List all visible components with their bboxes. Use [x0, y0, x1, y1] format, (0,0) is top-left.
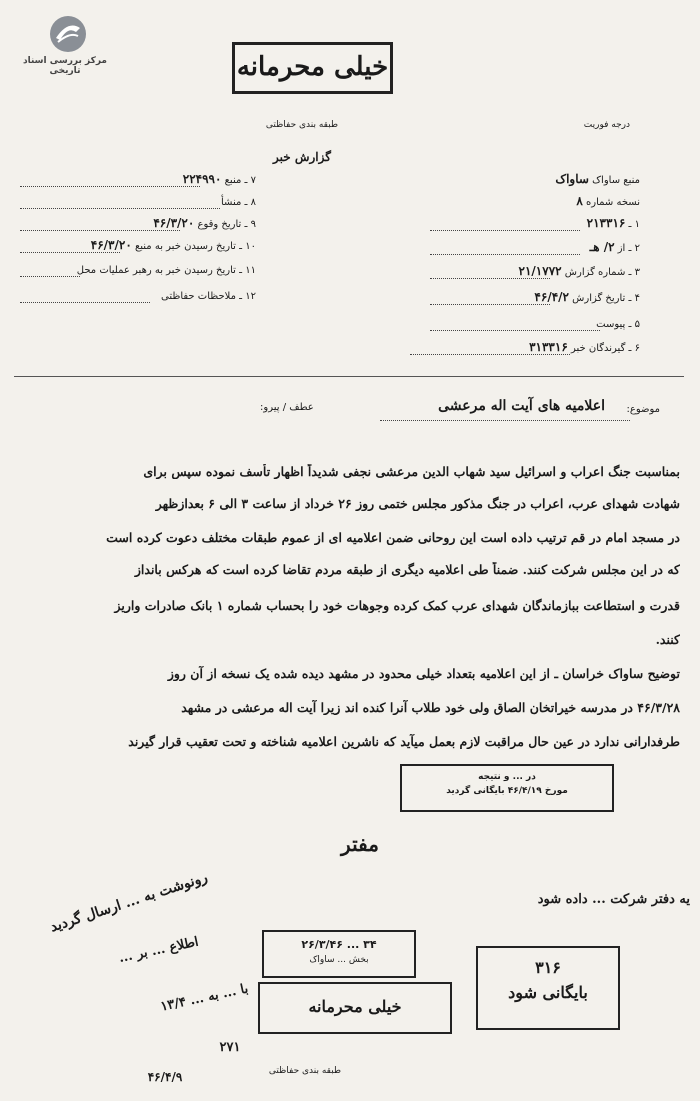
archive-small-stamp: در ... و نتیجه مورخ ۴۶/۴/۱۹ بایگانی گردید — [400, 764, 614, 812]
body-line: کنند. — [655, 632, 680, 647]
left-field-7: ۷ ـ منبع ۲۲۴۹۹۰ — [182, 172, 256, 186]
body-line: که در این مجلس شرکت کنند. ضمناً طی اعلامیه دیگری از طبقه مردم تقاضا کرده است که هرکس بانداز — [134, 562, 680, 577]
classification-stamp — [232, 42, 393, 94]
body-line: بمناسبت جنگ اعراب و اسرائیل سید شهاب الدین مرعشی نجفی شدیداً اظهار تأسف نموده سپس برای — [143, 464, 680, 479]
left-field-12: ۱۲ ـ ملاحظات حفاظتی — [161, 291, 256, 302]
watermark-text: مرکز بررسی اسناد تاریخی — [23, 56, 107, 76]
right-archive-stamp: ۳۱۶ بایگانی شود — [476, 946, 620, 1030]
right-field-4: ۴ ـ تاریخ گزارش ۴۶/۴/۲ — [534, 290, 640, 304]
right-field-6: ۶ ـ گیرندگان خبر ۳۱۳۳۱۶ — [529, 340, 640, 354]
priority-label: درجه فوریت — [583, 120, 630, 130]
watermark — [10, 14, 120, 74]
right-field-2: ۲ ـ از ۲/ هـ — [589, 240, 640, 254]
handwritten-right-note: یه دفتر شرکت ... داده شود — [537, 892, 690, 907]
comment-line: ۴۶/۳/۲۸ در مدرسه خیراتخان الصاق ولی خود طلاب آنرا کنده اند زیرا آیت اله مرعشی در مشهد — [181, 700, 680, 715]
classification-stamp-text: خیلی محرمانه — [236, 52, 389, 82]
handwritten-left-note: با ... به ... ۱۳/۴ — [159, 981, 250, 1015]
right-field-copy: نسخه شماره ۸ — [576, 194, 640, 208]
comment-line: طرفدارانی ندارد در عین حال مراقبت لازم بعمل میآید که ناشرین اعلامیه شناخته و تحت تعقیب قرار گیرند — [128, 734, 680, 749]
comment-line: توضیح ساواک خراسان ـ از این اعلامیه بتعداد خیلی محدود در مشهد دیده شده یک نسخه از آن روز — [167, 666, 680, 681]
subject-label: موضوع: — [626, 404, 660, 415]
left-field-11: ۱۱ ـ تاریخ رسیدن خبر به رهبر عملیات محل — [76, 265, 256, 276]
left-field-8: ۸ ـ منشأ — [220, 197, 256, 208]
body-line: شهادت شهدای عرب، اعراب در جنگ مذکور مجلس ختمی روز ۲۶ خرداد از ساعت ۳ الی ۶ بعدازظهر — [155, 496, 680, 511]
report-title: گزارش خبر — [273, 150, 331, 164]
right-field-1: ۱ ـ ۲۱۳۳۱۶ — [586, 216, 640, 230]
class-label: طبقه بندی حفاظتی — [265, 120, 339, 130]
right-field-5: ۵ ـ پیوست — [596, 319, 640, 330]
handwritten-left-note: رونوشت به ... ارسال گردید — [48, 869, 210, 936]
handwritten-date: ۴۶/۴/۹ — [147, 1070, 183, 1084]
left-field-9: ۹ ـ تاریخ وقوع ۴۶/۳/۲۰ — [153, 216, 256, 230]
handwritten-left-note: اطلاع ... بر ... — [117, 934, 200, 967]
handwritten-number: ۲۷۱ — [219, 1040, 241, 1055]
right-field-source: منبع ساواک ساواک — [555, 172, 640, 186]
right-field-3: ۳ ـ شماره گزارش ۲۱/۱۷۷۲ — [518, 264, 640, 278]
signature: مفتر — [341, 832, 379, 856]
center-stamp-bottom: خیلی محرمانه — [258, 982, 452, 1034]
body-line: قدرت و استطاعت ببازماندگان شهدای عرب کمک کرده وجوهات خود را بحساب شماره ۱ بانک صادرات واریز — [114, 598, 680, 613]
body-line: در مسجد امام در قم ترتیب داده است این روحانی ضمن اعلامیه ای از عموم طبقات مختلف دعوت کرده است — [106, 530, 680, 545]
center-stamp-top: ۲۶/۳/۴۶ ... ۳۴ بخش ... ساواک — [262, 930, 416, 978]
subject-text: اعلامیه های آیت اله مرعشی — [438, 398, 605, 414]
archive-logo-icon — [46, 14, 90, 54]
ref-label: عطف / پیرو: — [260, 402, 314, 413]
header-divider — [14, 376, 684, 377]
footer-class-label: طبقه بندی حفاظتی — [268, 1066, 342, 1076]
left-field-10: ۱۰ ـ تاریخ رسیدن خبر به منبع ۴۶/۳/۲۰ — [90, 238, 256, 252]
